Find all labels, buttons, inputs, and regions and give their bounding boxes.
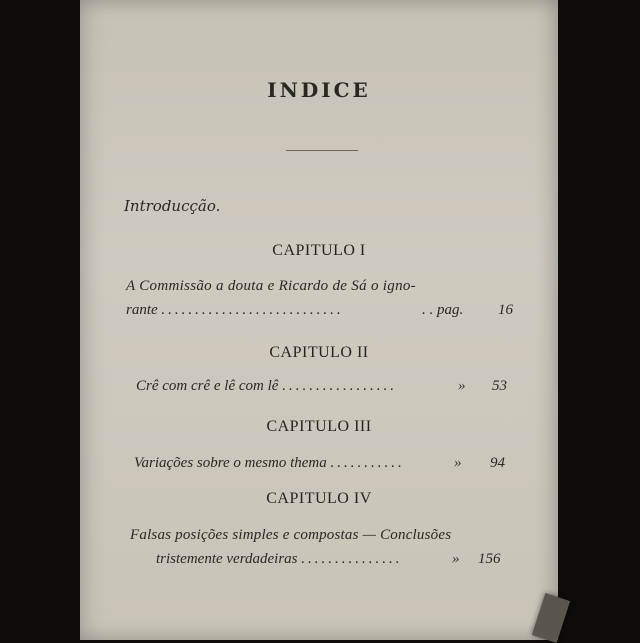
chapter-3-page-prefix: » bbox=[454, 455, 462, 471]
chapter-1-page-number: 16 bbox=[498, 302, 513, 318]
chapter-4-page-prefix: » bbox=[452, 551, 460, 567]
chapter-4-entry-text: tristemente verdadeiras bbox=[156, 551, 298, 567]
chapter-4-entry-line1: Falsas posições simples e compostas — Conclusões bbox=[130, 527, 452, 543]
chapter-1-leader: ........................... bbox=[161, 302, 344, 318]
index-title: INDICE bbox=[267, 78, 371, 102]
chapter-1-entry-line2 bbox=[126, 302, 344, 319]
chapter-2-leader: ................. bbox=[282, 378, 397, 394]
chapter-2-heading: CAPITULO II bbox=[269, 344, 369, 361]
chapter-3-entry-line1 bbox=[134, 455, 405, 472]
chapter-2-entry-text: Crê com crê e lê com lê bbox=[136, 378, 279, 394]
chapter-3-leader: ........... bbox=[330, 455, 405, 471]
chapter-3-page-number: 94 bbox=[490, 455, 505, 471]
title-divider bbox=[286, 150, 358, 151]
chapter-2-page-prefix: » bbox=[458, 378, 466, 394]
chapter-4-page-number: 156 bbox=[478, 551, 501, 567]
chapter-1-entry-text: rante bbox=[126, 302, 158, 318]
chapter-1-entry-line1: A Commissão a douta e Ricardo de Sá o igno- bbox=[126, 278, 416, 294]
chapter-3-heading: CAPITULO III bbox=[266, 418, 372, 435]
introduction-entry: Introducção. bbox=[124, 197, 221, 215]
chapter-4-leader: ............... bbox=[301, 551, 403, 567]
chapter-4-heading: CAPITULO IV bbox=[266, 490, 372, 507]
chapter-1-heading: CAPITULO I bbox=[272, 242, 366, 259]
chapter-2-entry-line1 bbox=[136, 378, 397, 395]
chapter-3-entry-text: Variações sobre o mesmo thema bbox=[134, 455, 327, 471]
book-page bbox=[80, 0, 558, 640]
chapter-2-page-number: 53 bbox=[492, 378, 507, 394]
chapter-4-entry-line2 bbox=[156, 551, 403, 568]
chapter-1-page-prefix: . . pag. bbox=[422, 302, 464, 318]
